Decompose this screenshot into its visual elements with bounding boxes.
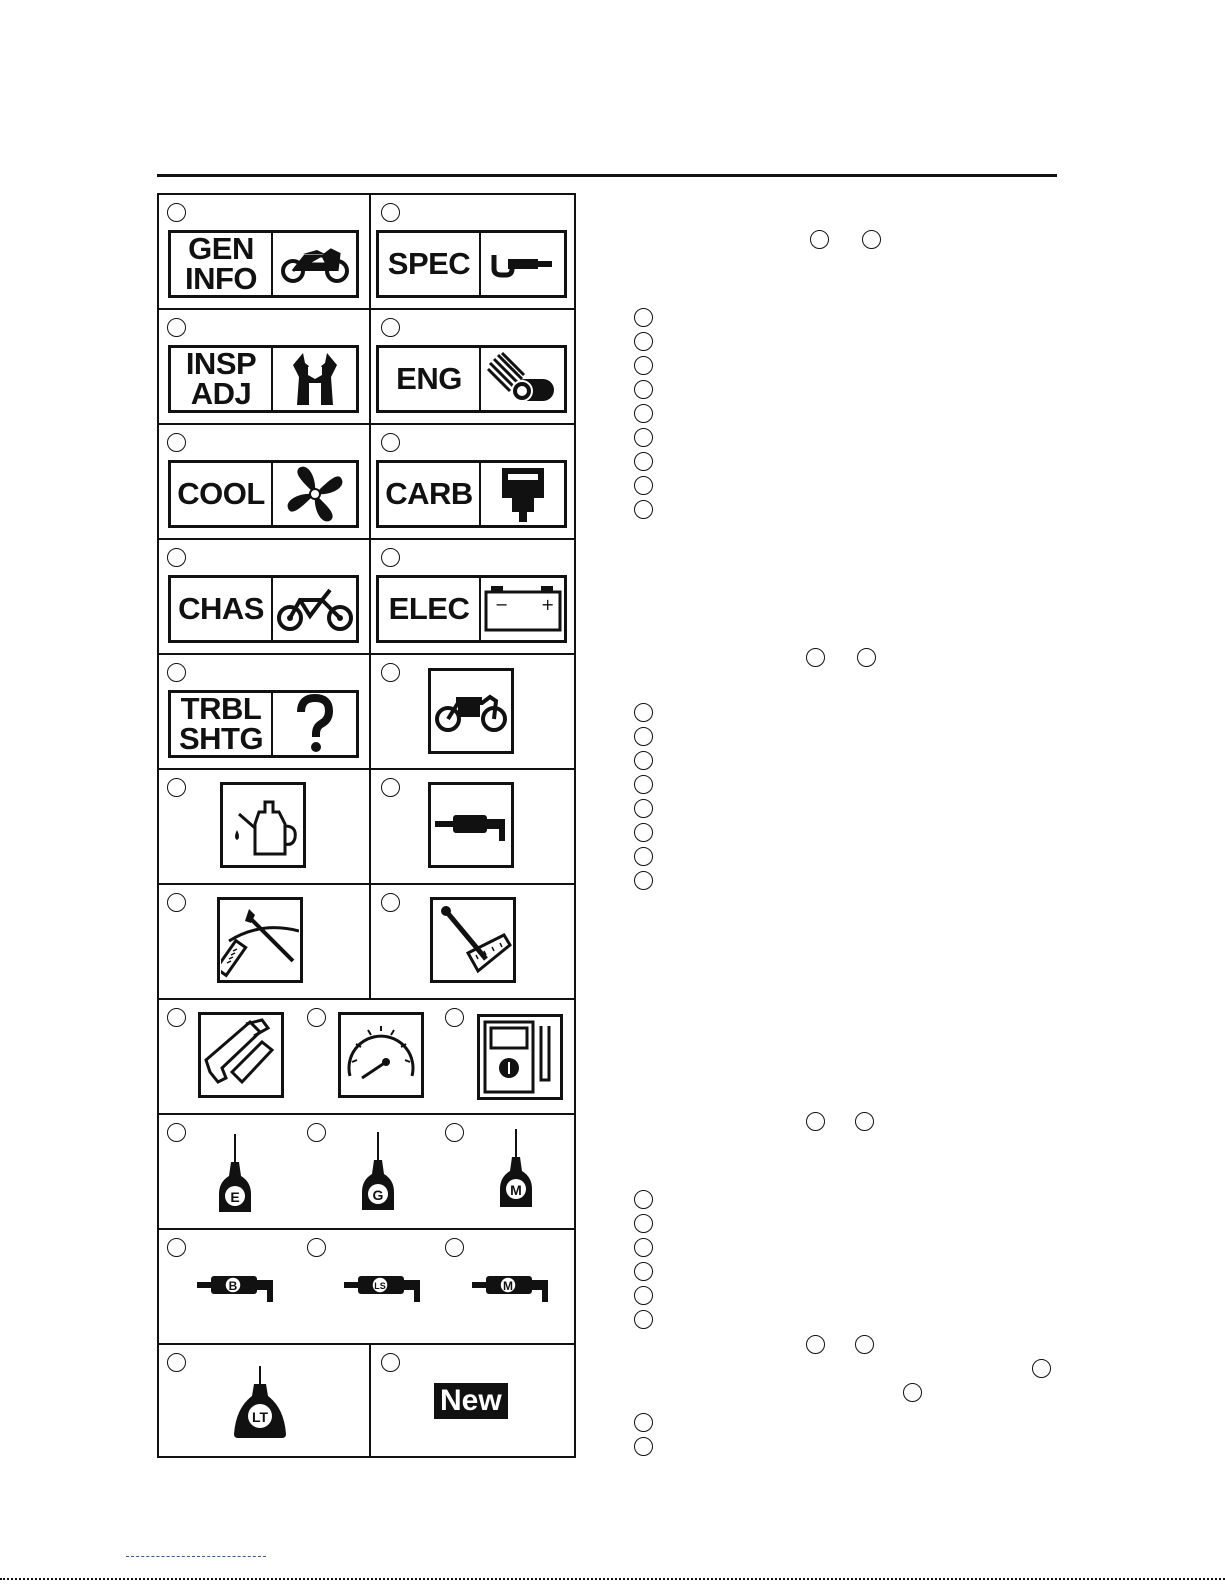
engine-icon (484, 349, 562, 409)
callout-marker (806, 648, 825, 667)
link-underline (126, 1556, 266, 1557)
callout-marker (634, 380, 653, 399)
grease-tube-icon (195, 1270, 275, 1306)
torque-wrench-icon (434, 901, 512, 979)
label-text: SHTG (178, 721, 264, 756)
label-text: ELEC (388, 591, 470, 626)
micrometer-icon (488, 249, 558, 279)
callout-marker (810, 230, 829, 249)
callout-marker (307, 1238, 326, 1257)
callout-marker (634, 847, 653, 866)
callout-marker (634, 1262, 653, 1281)
callout-marker (634, 404, 653, 423)
callout-marker (634, 775, 653, 794)
callout-marker (634, 871, 653, 890)
callout-marker (167, 893, 186, 912)
callout-marker (381, 893, 400, 912)
callout-marker (634, 1413, 653, 1432)
label-text: TRBL (180, 691, 262, 726)
grid-divider (369, 1343, 371, 1458)
motorcycle-icon (434, 689, 508, 733)
callout-marker (167, 1008, 186, 1027)
special-tool-icon (221, 901, 299, 979)
grid-divider (159, 1343, 574, 1345)
motorcycle-icon (279, 244, 351, 284)
callout-marker (634, 452, 653, 471)
grease-tube-icon (342, 1270, 422, 1306)
fan-icon (285, 464, 345, 524)
battery-icon (483, 584, 563, 634)
oil-can-icon (225, 790, 301, 860)
multimeter-symbol (477, 1014, 563, 1100)
callout-marker (634, 1190, 653, 1209)
callout-marker (381, 203, 400, 222)
callout-marker (806, 1112, 825, 1131)
callout-marker (634, 500, 653, 519)
caliper-symbol (198, 1012, 284, 1098)
callout-marker (167, 1353, 186, 1372)
oil-bottle-icon (217, 1132, 253, 1216)
header-rule (157, 174, 1057, 177)
oil-can-symbol (220, 782, 306, 868)
label-text: INFO (184, 261, 258, 296)
label-text: ENG (396, 361, 462, 396)
question-mark-icon (295, 694, 335, 754)
eng-label (376, 345, 567, 413)
callout-marker (634, 356, 653, 375)
grid-divider (159, 1228, 574, 1230)
label-text: CARB (385, 476, 473, 511)
wrench-icon (285, 349, 345, 409)
oil-letter: M (510, 1182, 522, 1198)
elec-label (376, 575, 567, 643)
grease-letter: B (228, 1279, 238, 1293)
dirt-bike-icon (276, 586, 354, 632)
rpm-gauge-symbol (338, 1012, 424, 1098)
callout-marker (445, 1123, 464, 1142)
callout-marker (855, 1112, 874, 1131)
callout-marker (1032, 1359, 1051, 1378)
label-text: ADJ (190, 376, 252, 411)
callout-marker (634, 1238, 653, 1257)
callout-marker (634, 308, 653, 327)
label-text: GEN (188, 231, 254, 266)
label-text: CHAS (178, 591, 264, 626)
grid-divider (159, 998, 574, 1000)
callout-marker (634, 476, 653, 495)
grease-tube-icon (470, 1270, 550, 1306)
callout-marker (381, 663, 400, 682)
callout-marker (634, 1286, 653, 1305)
callout-marker (634, 703, 653, 722)
callout-marker (634, 799, 653, 818)
callout-marker (307, 1008, 326, 1027)
callout-marker (381, 433, 400, 452)
chas-label (168, 575, 359, 643)
grid-divider (159, 1113, 574, 1115)
carburetor-icon (498, 464, 548, 524)
callout-marker (381, 548, 400, 567)
callout-marker (634, 1437, 653, 1456)
callout-marker (634, 1214, 653, 1233)
grid-divider (159, 883, 574, 885)
callout-marker (634, 1310, 653, 1329)
callout-marker (445, 1008, 464, 1027)
removal-icon (433, 805, 509, 845)
callout-marker (167, 318, 186, 337)
callout-marker (307, 1123, 326, 1142)
oil-letter: E (230, 1189, 240, 1205)
grid-divider (159, 538, 574, 540)
insp-adj-label (168, 345, 359, 413)
callout-marker (381, 318, 400, 337)
carb-label (376, 460, 567, 528)
oil-bottle-icon (498, 1127, 534, 1211)
callout-marker (167, 548, 186, 567)
cool-label (168, 460, 359, 528)
removal-symbol (428, 782, 514, 868)
callout-marker (167, 433, 186, 452)
callout-marker (903, 1383, 922, 1402)
callout-marker (167, 778, 186, 797)
label-text: COOL (177, 476, 265, 511)
plus-mark: + (540, 595, 554, 614)
locking-agent-icon (232, 1364, 288, 1440)
callout-marker (167, 1238, 186, 1257)
motorcycle-symbol (428, 668, 514, 754)
grid-divider (159, 308, 574, 310)
callout-marker (857, 648, 876, 667)
grid-divider (159, 653, 574, 655)
callout-marker (167, 1123, 186, 1142)
callout-marker (862, 230, 881, 249)
rpm-gauge-icon (342, 1016, 420, 1094)
callout-marker (381, 1353, 400, 1372)
grid-divider (159, 423, 574, 425)
callout-marker (445, 1238, 464, 1257)
callout-marker (634, 727, 653, 746)
callout-marker (634, 823, 653, 842)
gen-info-label (168, 230, 359, 298)
callout-marker (167, 663, 186, 682)
callout-marker (167, 203, 186, 222)
torque-symbol (430, 897, 516, 983)
trbl-shtg-label (168, 690, 359, 758)
callout-marker (806, 1335, 825, 1354)
oil-bottle-icon (360, 1130, 396, 1214)
minus-mark: − (494, 595, 508, 614)
callout-marker (855, 1335, 874, 1354)
new-part-badge: New (434, 1383, 508, 1419)
multimeter-icon (481, 1018, 559, 1096)
callout-marker (381, 778, 400, 797)
caliper-icon (202, 1016, 280, 1094)
page-edge (0, 1578, 1225, 1580)
callout-marker (634, 428, 653, 447)
grid-divider (159, 768, 574, 770)
locking-letter: LT (251, 1409, 269, 1425)
label-text: INSP (185, 346, 257, 381)
grease-letter: LS (374, 1281, 386, 1291)
grid-divider (369, 195, 371, 1000)
callout-marker (634, 751, 653, 770)
special-tool-symbol (217, 897, 303, 983)
callout-marker (634, 332, 653, 351)
spec-label (376, 230, 567, 298)
oil-letter: G (372, 1187, 384, 1203)
label-text: SPEC (387, 246, 471, 281)
grease-letter: M (503, 1279, 513, 1293)
